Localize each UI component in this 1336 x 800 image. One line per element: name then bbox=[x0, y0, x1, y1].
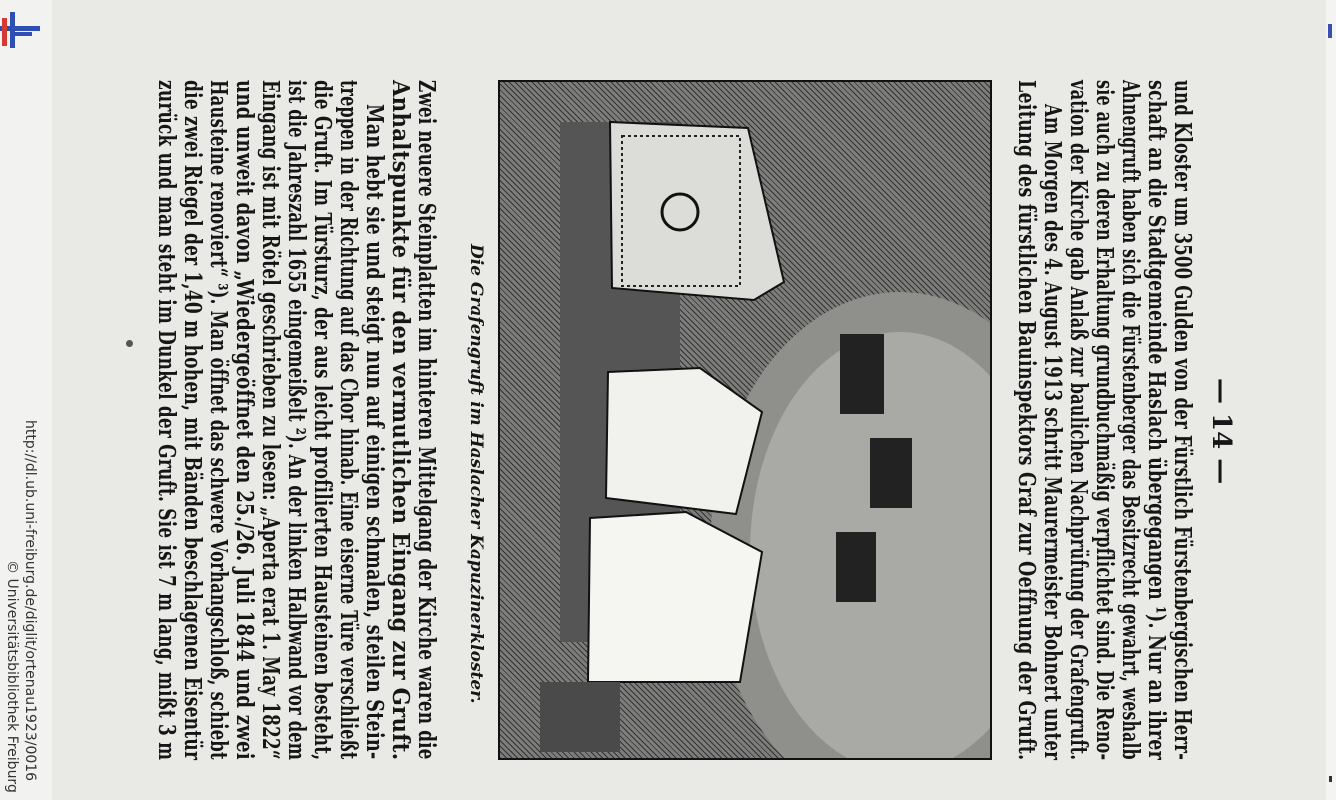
text-line: die zwei Riegel der 1,40 m hohen, mit Bänden beschlagenen Eisentür bbox=[179, 80, 206, 761]
text-line: Am Morgen des 4. August 1913 schritt Maurermeister Bohnert unter bbox=[1039, 104, 1066, 761]
text-line: Man hebt sie und steigt nun auf einigen schmalen, steilen Stein- bbox=[361, 104, 388, 760]
source-url[interactable]: http://dl.ub.uni-freiburg.de/diglit/ortenau1923/0016 bbox=[22, 420, 38, 782]
page-marker-bottom bbox=[1329, 776, 1332, 782]
library-logo-icon bbox=[0, 8, 40, 52]
text-line: ist die Jahreszahl 1655 eingemeißelt ²). An der linken Halbwand vor dem bbox=[283, 80, 310, 761]
text-line: Hausteine renoviert“ ³). Man öffnet das schwere Vorhangschloß, schiebt bbox=[205, 80, 232, 760]
text-line: Leitung des fürstlichen Bauinspektors Graf zur Oeffnung der Gruft. bbox=[1013, 80, 1040, 761]
page-number: — 14 — bbox=[1206, 378, 1236, 485]
credit-block bbox=[2, 420, 40, 800]
text-line: vation der Kirche gab Anlaß zur baulichen Nachprüfung der Grafengruft. bbox=[1065, 80, 1092, 761]
copyright-notice: © Universitätsbibliothek Freiburg bbox=[4, 560, 20, 793]
text-line: die Gruft. Im Türsturz, der aus leicht profilierten Hausteinen besteht, bbox=[309, 80, 336, 761]
text-line: schaft an die Stadtgemeinde Haslach übergegangen ¹). Nur an ihrer bbox=[1143, 80, 1170, 760]
text-line: zurück und man steht im Dunkel der Gruft. Sie ist 7 m lang, mißt 3 m bbox=[153, 80, 180, 761]
viewer-sidebar bbox=[0, 0, 52, 800]
page-edge bbox=[1326, 0, 1336, 800]
crypt-engraving bbox=[500, 82, 990, 758]
text-line: Ahnengruft haben sich die Fürstenberger das Besitzrecht gewahrt, weshalb bbox=[1117, 80, 1144, 760]
text-line: und unweit davon „Wiedergeöffnet den 25./26. Juli 1844 und zwei bbox=[231, 80, 258, 760]
text-line: sie auch zu deren Erhaltung grundbuchmäßig verpflichtet sind. Die Reno- bbox=[1091, 80, 1118, 761]
text-line: Eingang ist mit Rötel geschrieben zu lesen: „Aperta erat 1. May 1822“ bbox=[257, 80, 284, 760]
page-marker bbox=[1328, 24, 1332, 38]
text-line: treppen in der Richtung auf das Chor hinab. Eine eiserne Türe verschließt bbox=[335, 80, 362, 760]
crypt-illustration bbox=[498, 80, 992, 760]
figure-caption: Die Grafengruft im Haslacher Kapuzinerkloster. bbox=[466, 244, 486, 704]
text-line: Anhaltspunkte für den vermutlichen Eingang zur Gruft. bbox=[387, 80, 414, 761]
text-line: Zwei neuere Steinplatten im hinteren Mittelgang der Kirche waren die bbox=[413, 80, 440, 760]
text-line: und Kloster um 3500 Gulden von der Fürstlich Fürstenbergischen Herr- bbox=[1169, 80, 1196, 761]
paper-speck bbox=[126, 340, 133, 347]
